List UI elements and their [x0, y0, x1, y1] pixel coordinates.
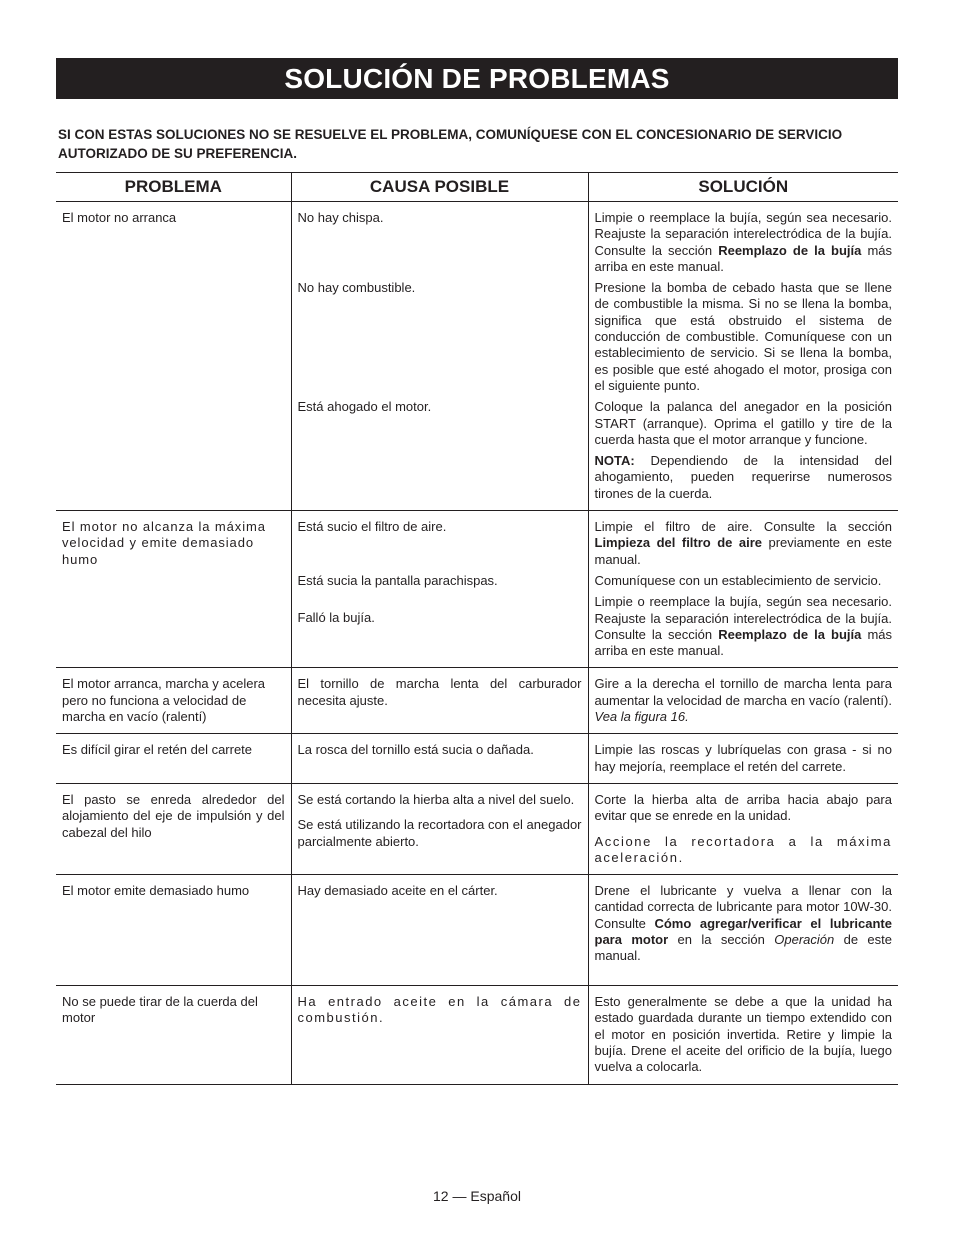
cause-cell	[291, 783, 588, 874]
solution-item: Limpie o reemplace la bujía, según sea necesario. Reajuste la separación interelectródica de la bujía. Consulte la sección Reemplazo de la bujía más arriba en este manual.	[594, 210, 892, 274]
table-body	[56, 202, 898, 1085]
table-row	[56, 668, 898, 734]
solution-note: NOTA: Dependiendo de la intensidad del ahogamiento, pueden requerirse numerosos tirones de la cuerda.	[594, 453, 892, 501]
intro-warning: SI CON ESTAS SOLUCIONES NO SE RESUELVE EL PROBLEMA, COMUNÍQUESE CON EL CONCESIONARIO DE SERVICIO AUTORIZADO DE SU PREFERENCIA.	[58, 127, 843, 161]
solution-cell: Gire a la derecha el tornillo de marcha lenta para aumentar la velocidad de marcha en vacío (ralentí). Vea la figura 16.	[588, 668, 898, 734]
header-problem: PROBLEMA	[56, 173, 291, 202]
cause-item: Se está utilizando la recortadora con el anegador parcialmente abierto.	[297, 817, 582, 849]
solution-cell	[588, 783, 898, 874]
table-row	[56, 783, 898, 874]
problem-cell: El pasto se enreda alrededor del alojamiento del eje de impulsión y del cabezal del hilo	[56, 783, 291, 874]
table-header-row	[56, 173, 898, 202]
cause-cell	[291, 202, 588, 511]
cause-item: Se está cortando la hierba alta a nivel del suelo.	[297, 791, 575, 807]
solution-item: Comuníquese con un establecimiento de servicio.	[594, 572, 882, 588]
table-row	[56, 986, 898, 1084]
cause-cell: Ha entrado aceite en la cámara de combustión.	[291, 986, 588, 1084]
solution-cell: Limpie las roscas y lubríquelas con grasa - si no hay mejoría, reemplace el retén del carrete.	[588, 734, 898, 784]
troubleshooting-table	[56, 172, 898, 1085]
problem-cell: El motor arranca, marcha y acelera pero no funciona a velocidad de marcha en vacío (ralentí)	[56, 668, 291, 734]
cause-cell: Hay demasiado aceite en el cárter.	[291, 875, 588, 986]
problem-cell: El motor no alcanza la máxima velocidad y emite demasiado humo	[56, 511, 291, 668]
solution-item: Presione la bomba de cebado hasta que se llene de combustible la misma. Si no se llena la bomba, significa que está obstruido el sistema de conducción de combustible. Comuníquese con un establecimiento de servicio. Si se llena la bomba, es posible que esté ahogado el motor, prosiga con el siguiente punto.	[594, 280, 892, 393]
problem-cell: Es difícil girar el retén del carrete	[56, 734, 291, 784]
problem-cell: No se puede tirar de la cuerda del motor	[56, 986, 291, 1084]
solution-cell: Drene el lubricante y vuelva a llenar con la cantidad correcta de lubricante para motor 10W-30. Consulte Cómo agregar/verificar el lubricante para motor en la sección Operación de este manual.	[588, 875, 898, 986]
cause-item: Está sucia la pantalla parachispas.	[297, 573, 498, 589]
solution-item: Limpie o reemplace la bujía, según sea necesario. Reajuste la separación interelectródica de la bujía. Consulte la sección Reemplazo de la bujía más arriba en este manual.	[594, 594, 892, 659]
solution-item: Corte la hierba alta de arriba hacia abajo para evitar que se enrede en la unidad.	[594, 791, 892, 824]
solution-item: Accione la recortadora a la máxima aceleración.	[594, 833, 892, 865]
cause-cell: La rosca del tornillo está sucia o dañada.	[291, 734, 588, 784]
page-title: SOLUCIÓN DE PROBLEMAS	[56, 58, 898, 99]
table-row	[56, 734, 898, 784]
cause-item: No hay chispa.	[297, 210, 384, 225]
cause-item: Está sucio el filtro de aire.	[297, 519, 447, 535]
solution-cell	[588, 202, 898, 511]
cause-cell: El tornillo de marcha lenta del carburador necesita ajuste.	[291, 668, 588, 734]
cause-item: Está ahogado el motor.	[297, 399, 432, 414]
solution-item: Limpie el filtro de aire. Consulte la sección Limpieza del filtro de aire previamente en este manual.	[594, 519, 892, 567]
page-footer: 12 — Español	[433, 1188, 521, 1204]
cause-item: Falló la bujía.	[297, 610, 375, 626]
header-cause: CAUSA POSIBLE	[291, 173, 588, 202]
table-row	[56, 875, 898, 986]
problem-cell: El motor no arranca	[56, 202, 291, 511]
cause-cell	[291, 511, 588, 668]
table-row	[56, 202, 898, 511]
solution-cell: Esto generalmente se debe a que la unidad ha estado guardada durante un tiempo extendido con el motor en posición invertida. Retire y limpie la bujía. Drene el aceite del orificio de la bujía, luego vuelva a colocarla.	[588, 986, 898, 1084]
solution-item: Coloque la palanca del anegador en la posición START (arranque). Oprima el gatillo y tire de la cuerda hasta que el motor arranque y funcione.	[594, 399, 892, 447]
header-solution: SOLUCIÓN	[588, 173, 898, 202]
table-row	[56, 511, 898, 668]
solution-cell	[588, 511, 898, 668]
cause-item: No hay combustible.	[297, 280, 416, 295]
problem-cell: El motor emite demasiado humo	[56, 875, 291, 986]
